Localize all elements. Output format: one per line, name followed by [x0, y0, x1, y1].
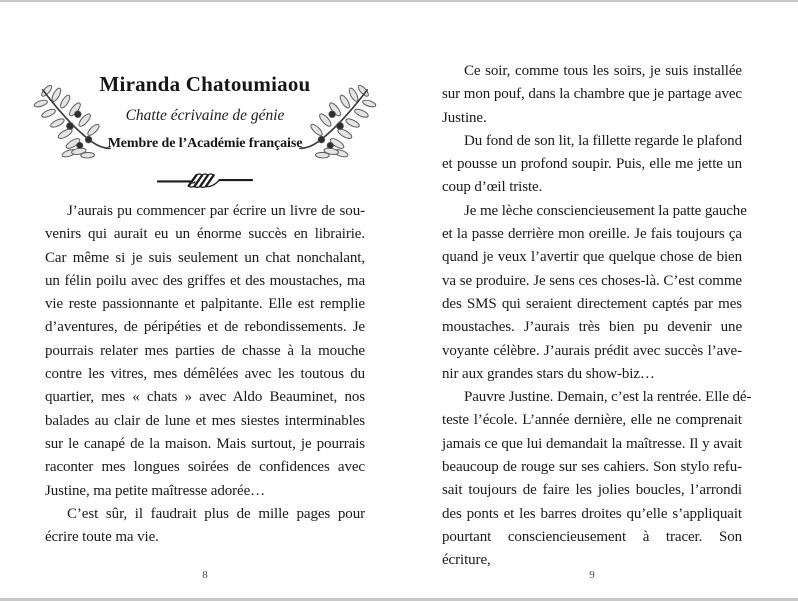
- page-left: [45, 0, 365, 601]
- section-divider-icon: [157, 170, 253, 192]
- text-line: écrire toute ma vie.: [45, 529, 159, 546]
- text-line: Pauvre Justine. Demain, c’est la rentrée. Elle dé-: [464, 389, 752, 406]
- text-line: pourtant consciencieusement à tracer. Son écriture,: [442, 528, 742, 569]
- paragraph: [45, 503, 365, 550]
- olive-branch-right-icon: [299, 85, 377, 163]
- text-line: et la passe derrière mon oreille. Je fais toujours ça: [442, 226, 742, 243]
- text-line: C’est sûr, il faudrait plus de mille pages pour: [67, 505, 365, 522]
- paragraph: [45, 200, 365, 503]
- text-line: d’aventures, de péripéties et de rebondissements. Je: [45, 319, 365, 336]
- text-line: venirs qui aurait eu un énorme succès en librairie.: [45, 226, 365, 243]
- text-line: balades au clair de lune et mes siestes interminables: [45, 412, 365, 429]
- text-line: vie reste passionnante et palpitante. Elle est remplie: [45, 296, 365, 313]
- text-line: des SMS qui seraient directement captés par mes: [442, 295, 742, 312]
- text-line: nir aux grandes stars du show-biz…: [442, 365, 655, 382]
- text-line: voyante célèbre. J’aurais prédit avec succès l’ave-: [442, 342, 742, 359]
- text-line: contre les vitres, mes démêlées avec les toutous du: [45, 366, 365, 383]
- chapter-subtitle: Chatte écrivaine de génie: [125, 107, 285, 124]
- text-line: sait toujours de faire les jolies boucles, l’arrondi: [442, 482, 742, 499]
- text-line: quand je veux l’avertir que quelque chose de bien: [442, 249, 742, 266]
- text-line: Du fond de son lit, la fillette regarde le plafond: [464, 132, 742, 149]
- page-left-text: [45, 200, 365, 549]
- paragraph: [442, 60, 742, 130]
- text-line: coup d’œil triste.: [442, 179, 543, 196]
- text-line: jamais ce que lui demandait la maîtresse. Il y avait: [442, 435, 742, 452]
- text-line: Car même si je suis seulement un chat nonchalant,: [45, 249, 365, 266]
- text-line: sur mon pouf, dans la chambre que je partage avec: [442, 86, 742, 103]
- text-line: teste l’école. L’année dernière, elle ne comprenait: [442, 412, 742, 429]
- page-number-right: 9: [589, 569, 595, 581]
- text-line: quartier, mes « chats » avec Aldo Beauminet, nos: [45, 389, 365, 406]
- text-line: des ponts et les barres droites qu’elle s’appliquait: [442, 505, 742, 522]
- text-line: Justine, ma petite maîtresse adorée…: [45, 482, 266, 499]
- paragraph: [442, 130, 742, 200]
- text-line: et pousse un profond soupir. Puis, elle me jette un: [442, 156, 742, 173]
- text-line: pourrais relater mes parties de chasse à la mouche: [45, 342, 365, 359]
- paragraph: [442, 200, 747, 386]
- paragraph: [442, 386, 752, 569]
- text-line: J’aurais pu commencer par écrire un livre de sou-: [67, 203, 365, 219]
- text-line: va se produire. Je sens ces choses-là. C’est comme: [442, 272, 742, 289]
- page-right-text: [442, 60, 752, 569]
- chapter-title: Miranda Chatoumiaou: [99, 72, 311, 96]
- text-line: Je me lèche consciencieusement la patte gauche: [464, 202, 747, 219]
- text-line: un félin poilu avec des griffes et des moustaches, ma: [45, 272, 365, 289]
- page-number-left: 8: [202, 569, 208, 581]
- text-line: sur le canapé de la maison. Mais surtout, je pourrais: [45, 435, 365, 452]
- text-line: Ce soir, comme tous les soirs, je suis installée: [464, 63, 742, 79]
- text-line: beaucoup de rouge sur ses cahiers. Son stylo refu-: [442, 459, 742, 476]
- chapter-affiliation: Membre de l’Académie française: [107, 136, 303, 151]
- text-line: raconter mes longues soirées de confidences avec: [45, 459, 365, 476]
- text-line: Justine.: [442, 109, 487, 126]
- text-line: moustaches. J’aurais très bien pu devenir une: [442, 319, 742, 336]
- page-right: [442, 0, 752, 601]
